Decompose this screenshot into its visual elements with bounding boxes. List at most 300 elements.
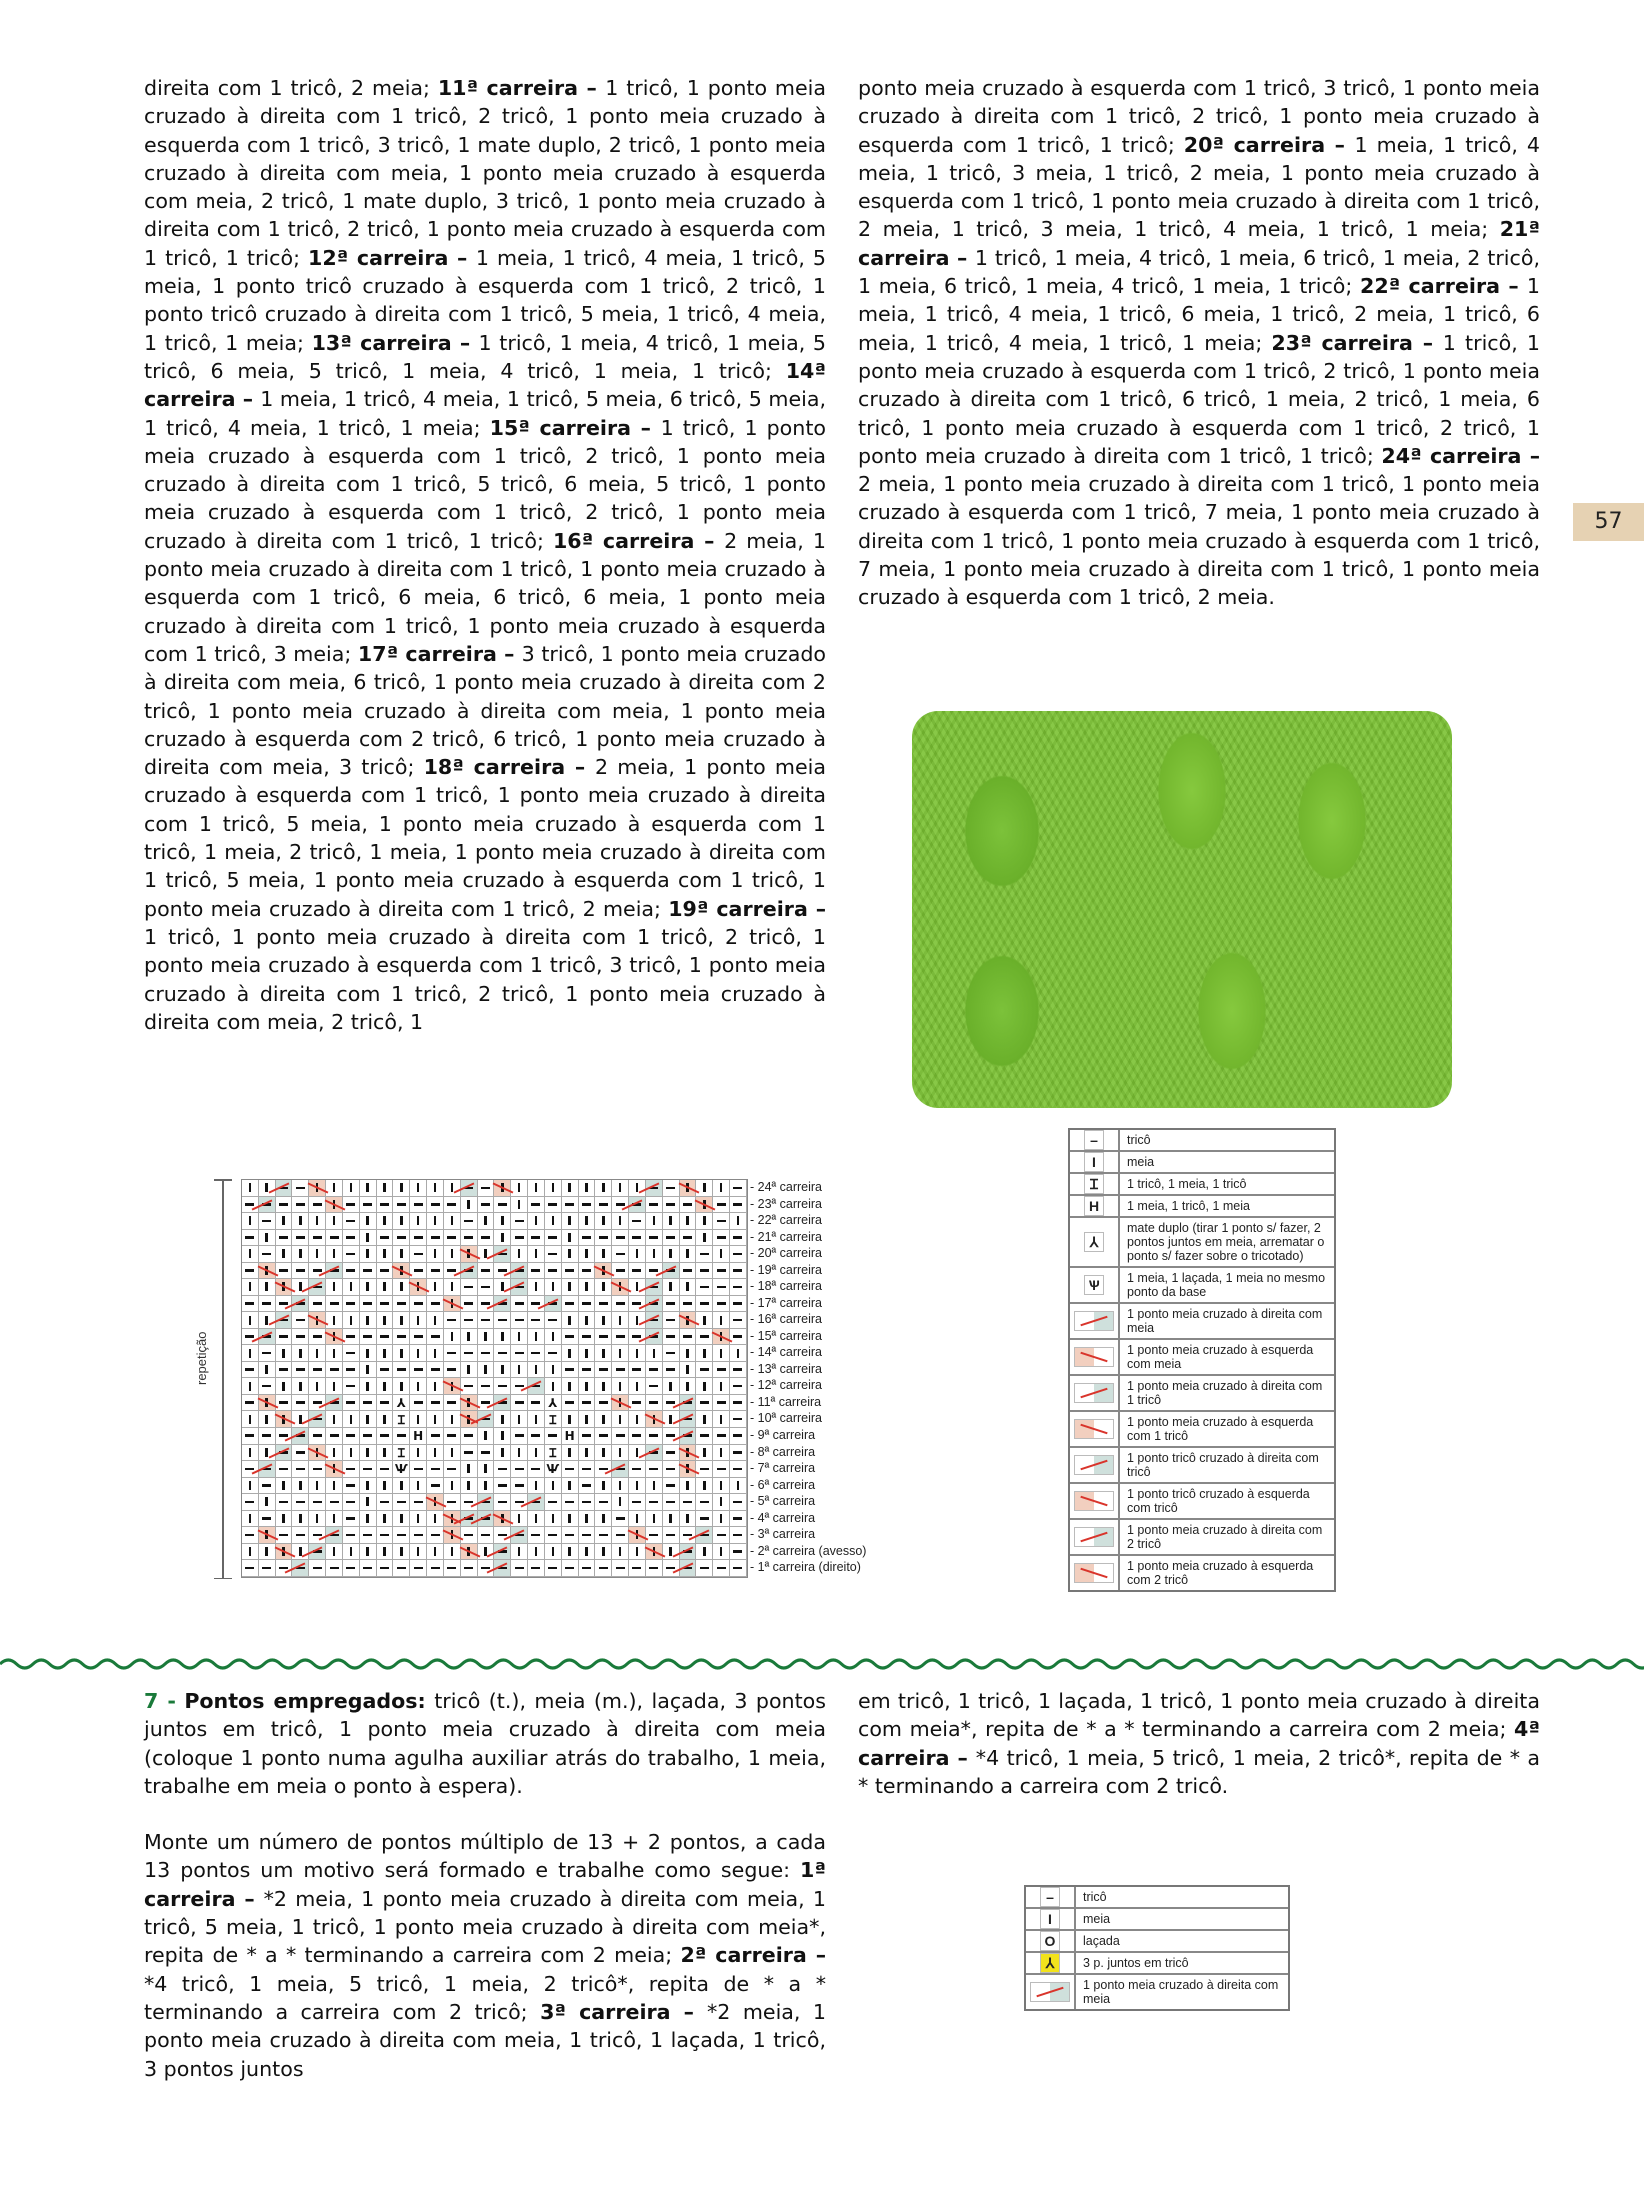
knit-icon — [646, 1345, 663, 1362]
purl-icon — [292, 1461, 309, 1478]
knit-icon — [562, 1279, 579, 1296]
purl-icon — [696, 1494, 713, 1511]
purl-icon — [595, 1560, 612, 1577]
purl-icon — [292, 1197, 309, 1214]
knit-icon — [326, 1445, 343, 1462]
purl-icon — [646, 1560, 663, 1577]
row-text: 1 meia, 1 tricô, 4 meia, 1 tricô, 3 meia, 1 tricô, 2 meia, 1 ponto meia cruzado à esquerda com 1 tricô, 1 ponto meia cruzado à direita com 1 tricô, 2 meia, 1 tricô, 3 meia, 1 tricô, 4 meia, 1 tricô, 1 meia; — [858, 132, 1541, 242]
section-7-right — [858, 1687, 1540, 1800]
tric-icon: – — [1084, 1130, 1104, 1150]
purl-icon — [713, 1230, 730, 1247]
instructions-column-left — [144, 74, 826, 1036]
purl-icon — [309, 1230, 326, 1247]
purl-icon — [309, 1461, 326, 1478]
knit-icon — [713, 1478, 730, 1495]
cable-icon — [326, 1263, 343, 1280]
purl-icon — [713, 1279, 730, 1296]
knit-icon — [259, 1544, 276, 1561]
row-text: 1 meia, 1 tricô, 4 meia, 1 tricô, 6 meia, 1 tricô, 2 meia, 1 tricô, 6 meia, 1 tricô, 4 meia, 1 tricô, 1 meia; — [858, 274, 1541, 355]
knit-icon — [713, 1511, 730, 1528]
purl-icon — [696, 1461, 713, 1478]
purl-icon — [242, 1428, 259, 1445]
row-heading: 1ª carreira – — [144, 1858, 826, 1911]
purl-icon — [646, 1197, 663, 1214]
purl-icon — [663, 1445, 680, 1462]
purl-icon — [478, 1230, 495, 1247]
knit-icon — [579, 1345, 596, 1362]
purl-icon — [629, 1329, 646, 1346]
purl-icon — [595, 1395, 612, 1412]
purl-icon — [730, 1180, 747, 1197]
section-number: 7 - — [144, 1689, 176, 1713]
purl-icon — [511, 1345, 528, 1362]
knit-icon — [360, 1213, 377, 1230]
purl-icon — [730, 1395, 747, 1412]
purl-icon — [562, 1461, 579, 1478]
purl-icon — [427, 1197, 444, 1214]
row-heading: 11ª carreira – — [437, 76, 606, 100]
legend-row — [1070, 1196, 1334, 1218]
knit-icon — [579, 1312, 596, 1329]
purl-icon — [663, 1395, 680, 1412]
knit-icon — [629, 1478, 646, 1495]
cable-left-2purl-icon — [1074, 1563, 1114, 1583]
purl-icon — [494, 1461, 511, 1478]
knit-icon — [562, 1511, 579, 1528]
purl-icon — [259, 1560, 276, 1577]
purl-icon — [579, 1478, 596, 1495]
knit-icon — [292, 1511, 309, 1528]
purl-icon — [545, 1527, 562, 1544]
purl-icon — [343, 1478, 360, 1495]
purl-icon — [494, 1378, 511, 1395]
cable-left-knit-icon — [1074, 1347, 1114, 1367]
knit-icon — [360, 1230, 377, 1247]
row-heading: 17ª carreira – — [357, 641, 522, 666]
knit-icon — [276, 1378, 293, 1395]
purl-icon — [410, 1461, 427, 1478]
knit-icon — [629, 1511, 646, 1528]
purl-icon — [309, 1329, 326, 1346]
purl-icon — [730, 1329, 747, 1346]
cable-icon — [461, 1511, 478, 1528]
knit-icon — [663, 1279, 680, 1296]
cable-icon — [259, 1461, 276, 1478]
cable-icon — [276, 1312, 293, 1329]
knit-icon — [377, 1378, 394, 1395]
knit-icon — [562, 1411, 579, 1428]
purl-icon — [562, 1494, 579, 1511]
purl-icon — [444, 1494, 461, 1511]
purl-icon — [292, 1329, 309, 1346]
knit-icon — [326, 1312, 343, 1329]
knit-icon — [410, 1213, 427, 1230]
purl-icon — [393, 1197, 410, 1214]
tmt-icon: Ɪ — [1084, 1174, 1104, 1194]
purl-icon — [444, 1263, 461, 1280]
legend-label: 1 ponto meia cruzado à esquerda com 2 tricô — [1127, 1559, 1314, 1587]
purl-icon — [730, 1445, 747, 1462]
row-heading: 19ª carreira – — [668, 896, 827, 921]
knit-icon — [259, 1230, 276, 1247]
legend-row — [1026, 1975, 1288, 2009]
section-7-left — [144, 1687, 826, 2083]
purl-icon — [730, 1511, 747, 1528]
purl-icon — [259, 1428, 276, 1445]
purl-icon — [680, 1329, 697, 1346]
knit-icon — [326, 1180, 343, 1197]
purl-icon — [612, 1296, 629, 1313]
row-heading: 20ª carreira – — [1183, 132, 1355, 157]
tric-icon: – — [1040, 1887, 1060, 1907]
knit-icon — [360, 1445, 377, 1462]
knit-icon — [276, 1213, 293, 1230]
purl-icon — [730, 1197, 747, 1214]
knit-icon — [528, 1511, 545, 1528]
knit-icon — [696, 1180, 713, 1197]
knit-icon — [528, 1445, 545, 1462]
purl-icon — [444, 1461, 461, 1478]
knit-icon — [579, 1445, 596, 1462]
purl-icon — [545, 1230, 562, 1247]
knit-icon — [461, 1478, 478, 1495]
cable-right-purl-icon — [1074, 1383, 1114, 1403]
knit-icon — [562, 1230, 579, 1247]
row-heading: 24ª carreira – — [1381, 443, 1541, 468]
knit-icon — [713, 1180, 730, 1197]
knit-icon — [696, 1213, 713, 1230]
cable-icon — [259, 1263, 276, 1280]
purl-icon — [629, 1263, 646, 1280]
purl-icon — [276, 1395, 293, 1412]
purl-icon — [444, 1560, 461, 1577]
cable-icon — [393, 1263, 410, 1280]
purl-icon — [343, 1527, 360, 1544]
knit-icon — [242, 1378, 259, 1395]
section-7-legend — [1024, 1885, 1290, 2011]
special-stitch-icon: Ѱ — [393, 1461, 410, 1478]
purl-icon — [259, 1213, 276, 1230]
knit-icon — [360, 1411, 377, 1428]
cable-icon — [494, 1511, 511, 1528]
knit-icon — [242, 1411, 259, 1428]
row-label: - 1ª carreira (direito) — [750, 1560, 861, 1575]
cable-icon — [276, 1180, 293, 1197]
section-intro-text: tricô (t.), meia (m.), laçada, 3 pontos juntos em tricô, 1 ponto meia cruzado à direita com meia (coloque 1 ponto numa agulha auxiliar atrás do trabalho, 1 meia, trabalhe em meia o ponto à espera). — [144, 1689, 827, 1798]
purl-icon — [326, 1494, 343, 1511]
purl-icon — [292, 1362, 309, 1379]
purl-icon — [343, 1428, 360, 1445]
cable-icon — [545, 1296, 562, 1313]
cable-icon — [326, 1197, 343, 1214]
cable-icon — [461, 1395, 478, 1412]
cable-right-2purl-icon — [1074, 1527, 1114, 1547]
purl-icon — [713, 1428, 730, 1445]
legend-row — [1070, 1556, 1334, 1590]
cable-icon — [461, 1180, 478, 1197]
purl-icon — [612, 1263, 629, 1280]
knit-icon — [377, 1411, 394, 1428]
knit-icon — [242, 1544, 259, 1561]
cable-icon — [276, 1445, 293, 1462]
purl-icon — [478, 1345, 495, 1362]
cable-icon — [612, 1461, 629, 1478]
knit-icon — [360, 1511, 377, 1528]
row-label: - 13ª carreira — [750, 1361, 823, 1376]
cable-left-purl-icon — [1074, 1419, 1114, 1439]
knit-icon — [259, 1279, 276, 1296]
purl-cable-left-icon — [1074, 1491, 1114, 1511]
purl-icon — [629, 1560, 646, 1577]
purl-icon — [494, 1494, 511, 1511]
purl-icon — [360, 1197, 377, 1214]
purl-icon — [343, 1213, 360, 1230]
knit-icon — [377, 1511, 394, 1528]
knit-icon — [562, 1312, 579, 1329]
cable-icon — [444, 1527, 461, 1544]
purl-icon — [478, 1312, 495, 1329]
purl-icon — [579, 1230, 596, 1247]
legend-label: laçada — [1083, 1934, 1120, 1948]
knit-icon — [528, 1362, 545, 1379]
cable-icon — [259, 1527, 276, 1544]
row-text: 1 tricô, 1 ponto meia cruzado à esquerda com 1 tricô, 2 tricô, 1 ponto meia cruzado à direita com 1 tricô, 5 tricô, 6 meia, 5 tricô, 1 ponto meia cruzado à esquerda com 1 tricô, 2 tricô, 1 ponto meia cruzado à direita com 1 tricô, 1 tricô; — [144, 415, 826, 553]
purl-icon — [545, 1494, 562, 1511]
purl-cable-right-icon — [1074, 1455, 1114, 1475]
cable-icon — [309, 1445, 326, 1462]
cable-icon — [292, 1428, 309, 1445]
row-heading: 21ª carreira – — [858, 217, 1540, 270]
knit-icon — [478, 1329, 495, 1346]
purl-icon — [377, 1494, 394, 1511]
knit-icon — [309, 1246, 326, 1263]
row-text: 2 meia, 1 ponto meia cruzado à direita com 1 tricô, 1 ponto meia cruzado à esquerda com 1 tricô, 6 meia, 6 tricô, 6 meia, 1 ponto meia cruzado à direita com 1 tricô, 1 ponto meia cruzado à esquerda com 1 tricô, 3 meia; — [144, 528, 826, 666]
purl-icon — [377, 1230, 394, 1247]
purl-icon — [242, 1527, 259, 1544]
cable-icon — [680, 1445, 697, 1462]
row-label: - 4ª carreira — [750, 1510, 816, 1525]
cable-icon — [444, 1511, 461, 1528]
purl-icon — [579, 1329, 596, 1346]
purl-icon — [545, 1312, 562, 1329]
purl-icon — [343, 1329, 360, 1346]
cable-icon — [696, 1197, 713, 1214]
knit-icon — [427, 1445, 444, 1462]
knit-icon — [528, 1478, 545, 1495]
cable-icon — [326, 1329, 343, 1346]
knit-icon — [377, 1213, 394, 1230]
purl-icon — [276, 1461, 293, 1478]
purl-icon — [309, 1263, 326, 1280]
row-text: direita com 1 tricô, 2 meia; — [144, 76, 438, 100]
purl-icon — [276, 1362, 293, 1379]
section-7-body — [144, 1828, 826, 2083]
purl-icon — [562, 1560, 579, 1577]
knit-icon — [343, 1445, 360, 1462]
knit-icon — [612, 1180, 629, 1197]
purl-icon — [612, 1527, 629, 1544]
purl-icon — [343, 1246, 360, 1263]
knit-icon — [377, 1445, 394, 1462]
purl-icon — [545, 1197, 562, 1214]
knit-icon — [309, 1511, 326, 1528]
purl-icon — [579, 1197, 596, 1214]
knit-icon — [360, 1279, 377, 1296]
knit-icon — [343, 1312, 360, 1329]
purl-icon — [511, 1230, 528, 1247]
purl-icon — [545, 1345, 562, 1362]
knit-icon — [494, 1428, 511, 1445]
purl-icon — [511, 1312, 528, 1329]
legend-row — [1070, 1174, 1334, 1196]
cable-icon — [528, 1378, 545, 1395]
meia-icon: I — [1084, 1152, 1104, 1172]
purl-icon — [730, 1428, 747, 1445]
row-label: - 18ª carreira — [750, 1279, 823, 1294]
knit-icon — [377, 1345, 394, 1362]
knit-icon — [595, 1312, 612, 1329]
knit-icon — [326, 1279, 343, 1296]
knit-icon — [242, 1511, 259, 1528]
repeat-label: repetição — [194, 1331, 209, 1385]
purl-icon — [663, 1329, 680, 1346]
purl-icon — [444, 1197, 461, 1214]
purl-icon — [343, 1395, 360, 1412]
knit-icon — [562, 1246, 579, 1263]
knit-icon — [343, 1279, 360, 1296]
purl-icon — [343, 1461, 360, 1478]
purl-icon — [730, 1544, 747, 1561]
purl-icon — [242, 1560, 259, 1577]
purl-icon — [511, 1478, 528, 1495]
knit-icon — [696, 1445, 713, 1462]
knit-icon — [343, 1180, 360, 1197]
knit-icon — [612, 1445, 629, 1462]
legend-row — [1070, 1218, 1334, 1268]
purl-icon — [444, 1345, 461, 1362]
knit-icon — [410, 1544, 427, 1561]
knit-icon — [242, 1246, 259, 1263]
purl-icon — [663, 1494, 680, 1511]
purl-icon — [562, 1329, 579, 1346]
purl-icon — [612, 1230, 629, 1247]
purl-icon — [292, 1527, 309, 1544]
purl-icon — [427, 1478, 444, 1495]
chart-legend — [1068, 1128, 1336, 1592]
knit-icon — [579, 1180, 596, 1197]
special-stitch-icon: Ɪ — [545, 1445, 562, 1462]
knit-icon — [444, 1213, 461, 1230]
knit-icon — [562, 1378, 579, 1395]
purl-icon — [478, 1279, 495, 1296]
knit-icon — [646, 1511, 663, 1528]
purl-icon — [595, 1527, 612, 1544]
cable-icon — [461, 1246, 478, 1263]
purl-icon — [663, 1478, 680, 1495]
purl-icon — [410, 1197, 427, 1214]
purl-icon — [292, 1263, 309, 1280]
knit-icon — [360, 1478, 377, 1495]
knit-icon — [579, 1411, 596, 1428]
knit-icon — [326, 1213, 343, 1230]
knit-icon — [713, 1411, 730, 1428]
purl-icon — [663, 1230, 680, 1247]
cable-icon — [494, 1296, 511, 1313]
purl-icon — [696, 1279, 713, 1296]
knit-icon — [663, 1213, 680, 1230]
legend-row — [1070, 1484, 1334, 1520]
knit-icon — [326, 1511, 343, 1528]
knit-icon — [377, 1544, 394, 1561]
cable-icon — [276, 1411, 293, 1428]
increase-icon: Ѱ — [1084, 1275, 1104, 1295]
cable-icon — [646, 1329, 663, 1346]
knit-icon — [646, 1246, 663, 1263]
purl-icon — [309, 1296, 326, 1313]
row-label: - 22ª carreira — [750, 1213, 823, 1228]
row-label: - 9ª carreira — [750, 1427, 816, 1442]
row-text: 1 meia, 1 tricô, 4 meia, 1 tricô, 5 meia, 6 tricô, 5 meia, 1 tricô, 4 meia, 1 tricô, 1 meia; — [144, 387, 826, 440]
knit-icon — [579, 1213, 596, 1230]
purl-icon — [730, 1378, 747, 1395]
purl-icon — [410, 1230, 427, 1247]
knit-icon — [528, 1544, 545, 1561]
knit-icon — [595, 1411, 612, 1428]
legend-row — [1070, 1152, 1334, 1174]
cable-icon — [511, 1279, 528, 1296]
knit-icon — [478, 1478, 495, 1495]
purl-icon — [326, 1362, 343, 1379]
purl-icon — [292, 1230, 309, 1247]
purl-icon — [579, 1296, 596, 1313]
knit-icon — [292, 1378, 309, 1395]
knit-icon — [595, 1511, 612, 1528]
cable-icon — [646, 1312, 663, 1329]
mtm-icon: H — [1084, 1196, 1104, 1216]
cable-icon — [309, 1180, 326, 1197]
purl-icon — [478, 1197, 495, 1214]
row-label: - 6ª carreira — [750, 1477, 816, 1492]
knit-icon — [528, 1279, 545, 1296]
row-text: em tricô, 1 tricô, 1 laçada, 1 tricô, 1 ponto meia cruzado à direita com meia*, repita de * a * terminando a carreira com 2 meia; — [858, 1689, 1540, 1742]
purl-icon — [646, 1395, 663, 1412]
legend-row — [1026, 1887, 1288, 1909]
knit-icon — [494, 1411, 511, 1428]
knit-icon — [680, 1246, 697, 1263]
purl-icon — [629, 1230, 646, 1247]
knit-icon — [360, 1544, 377, 1561]
knit-icon — [326, 1378, 343, 1395]
purl-icon — [360, 1461, 377, 1478]
purl-icon — [461, 1560, 478, 1577]
purl-icon — [444, 1428, 461, 1445]
knit-icon — [360, 1378, 377, 1395]
purl-icon — [360, 1428, 377, 1445]
purl-icon — [461, 1312, 478, 1329]
purl-icon — [309, 1560, 326, 1577]
knit-icon — [343, 1544, 360, 1561]
cable-icon — [646, 1411, 663, 1428]
knit-icon — [410, 1478, 427, 1495]
cable-icon — [494, 1395, 511, 1412]
purl-icon — [696, 1296, 713, 1313]
purl-icon — [427, 1230, 444, 1247]
purl-icon — [309, 1428, 326, 1445]
knit-icon — [494, 1230, 511, 1247]
knit-icon — [494, 1329, 511, 1346]
purl-icon — [646, 1461, 663, 1478]
purl-icon — [528, 1395, 545, 1412]
